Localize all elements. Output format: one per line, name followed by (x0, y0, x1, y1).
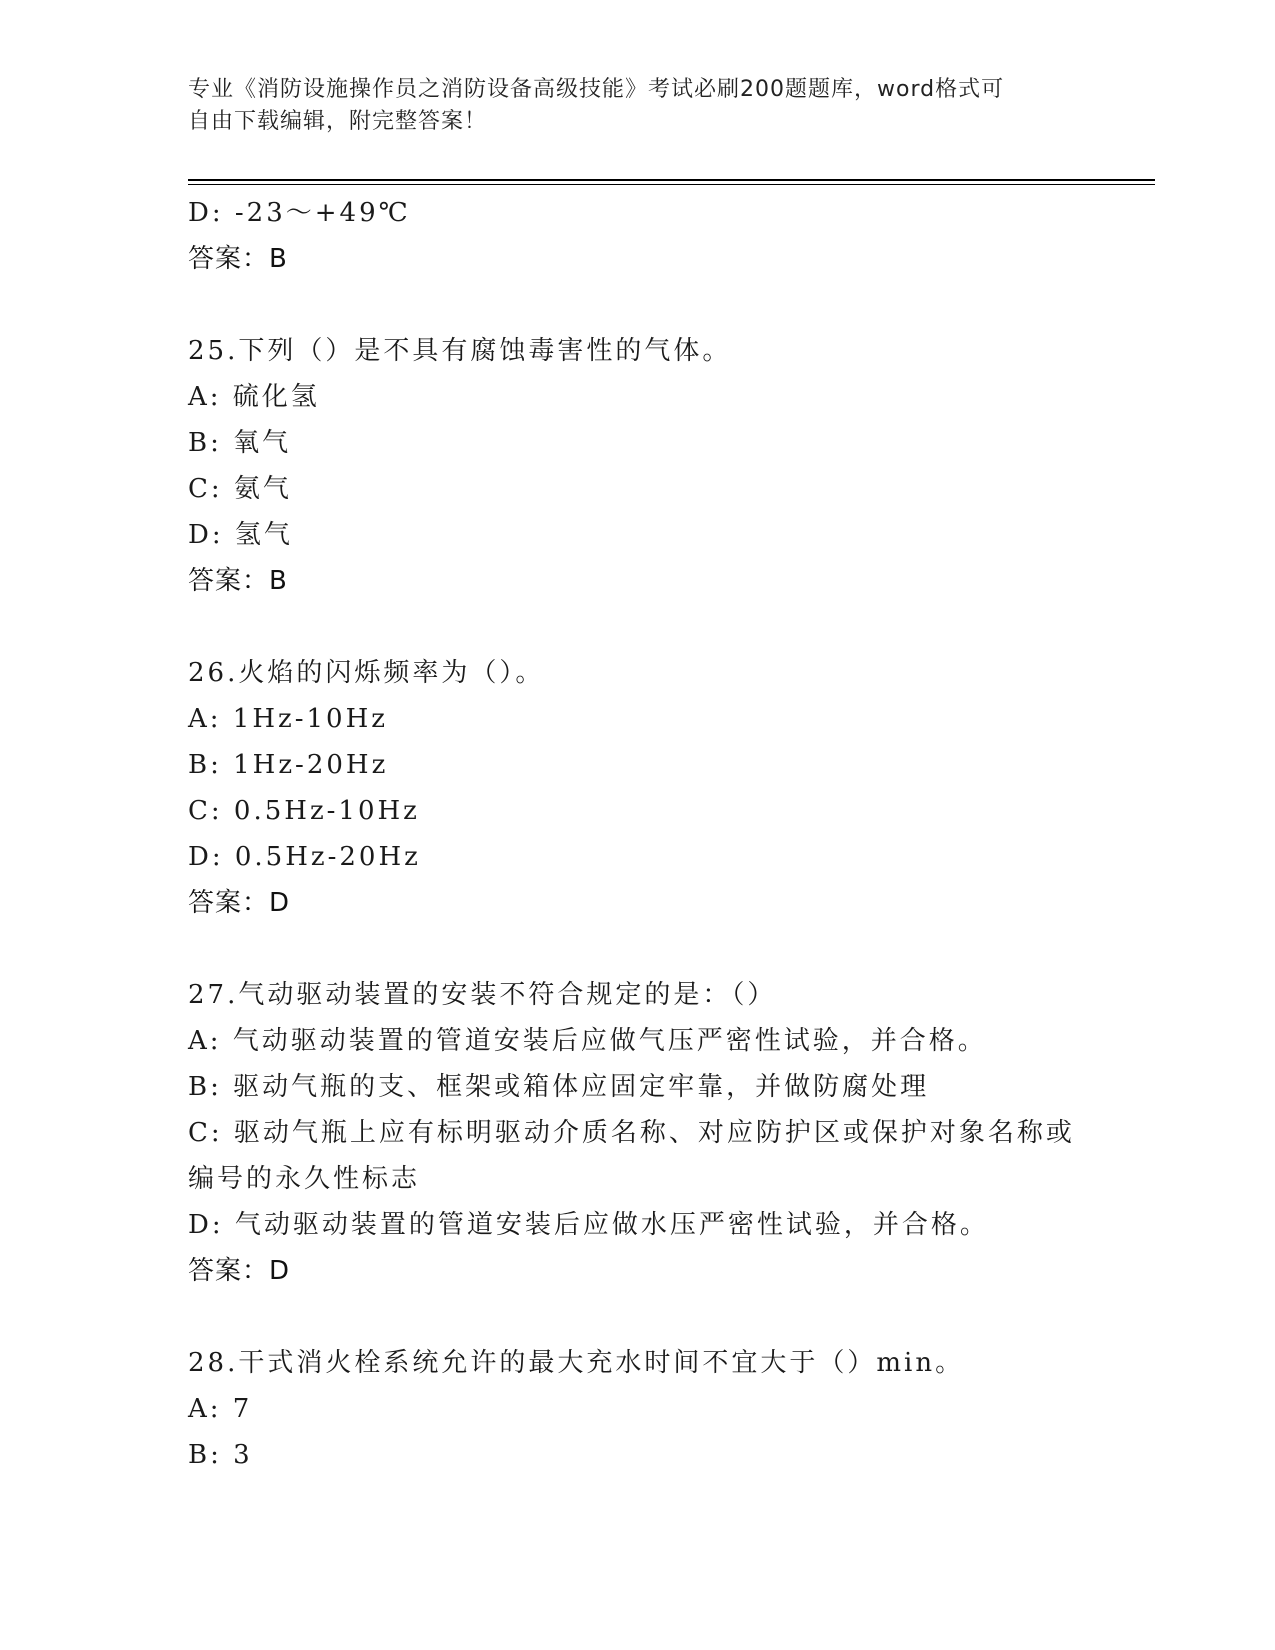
option-a: A: 1Hz-10Hz (188, 704, 388, 734)
spacer (188, 926, 1148, 972)
option-b: B: 1Hz-20Hz (188, 750, 389, 780)
question-text: 26.火焰的闪烁频率为（）。 (188, 658, 545, 688)
option-a: A: 7 (188, 1394, 253, 1424)
question-24-tail (188, 190, 1148, 282)
option-c-continuation: 编号的永久性标志 (188, 1164, 421, 1194)
option-b: B: 氧气 (188, 428, 292, 458)
document-header (188, 74, 1088, 138)
question-text: 27.气动驱动装置的安装不符合规定的是：（） (188, 980, 777, 1010)
spacer (188, 282, 1148, 328)
question-25 (188, 328, 1148, 604)
header-rule-thick (188, 179, 1155, 181)
header-rule-thin (188, 184, 1155, 185)
option-a: A: 气动驱动装置的管道安装后应做气压严密性试验，并合格。 (188, 1026, 987, 1056)
spacer (188, 1294, 1148, 1340)
option-c: C: 驱动气瓶上应有标明驱动介质名称、对应防护区或保护对象名称或 (188, 1118, 1075, 1148)
question-text: 25.下列（）是不具有腐蚀毒害性的气体。 (188, 336, 732, 366)
question-26 (188, 650, 1148, 926)
question-28 (188, 1340, 1148, 1478)
header-line-1: 专业《消防设施操作员之消防设备高级技能》考试必刷200题题库，word格式可 (188, 77, 1005, 102)
answer: 答案：D (188, 1256, 291, 1286)
option-b: B: 驱动气瓶的支、框架或箱体应固定牢靠，并做防腐处理 (188, 1072, 930, 1102)
option-d: D: 0.5Hz-20Hz (188, 842, 421, 872)
answer: 答案：D (188, 888, 291, 918)
option-d: D: 氢气 (188, 520, 293, 550)
option-a: A: 硫化氢 (188, 382, 320, 412)
option-c: C: 氨气 (188, 474, 292, 504)
option-d: D: 气动驱动装置的管道安装后应做水压严密性试验，并合格。 (188, 1210, 989, 1240)
answer: 答案：B (188, 244, 288, 274)
answer: 答案：B (188, 566, 288, 596)
option-b: B: 3 (188, 1440, 253, 1470)
header-line-2: 自由下载编辑，附完整答案！ (188, 109, 488, 134)
option-c: C: 0.5Hz-10Hz (188, 796, 420, 826)
question-27 (188, 972, 1148, 1294)
spacer (188, 604, 1148, 650)
question-text: 28.干式消火栓系统允许的最大充水时间不宜大于（）min。 (188, 1348, 965, 1378)
option-d: D: -23～+49℃ (188, 198, 411, 228)
question-list (188, 190, 1148, 1478)
